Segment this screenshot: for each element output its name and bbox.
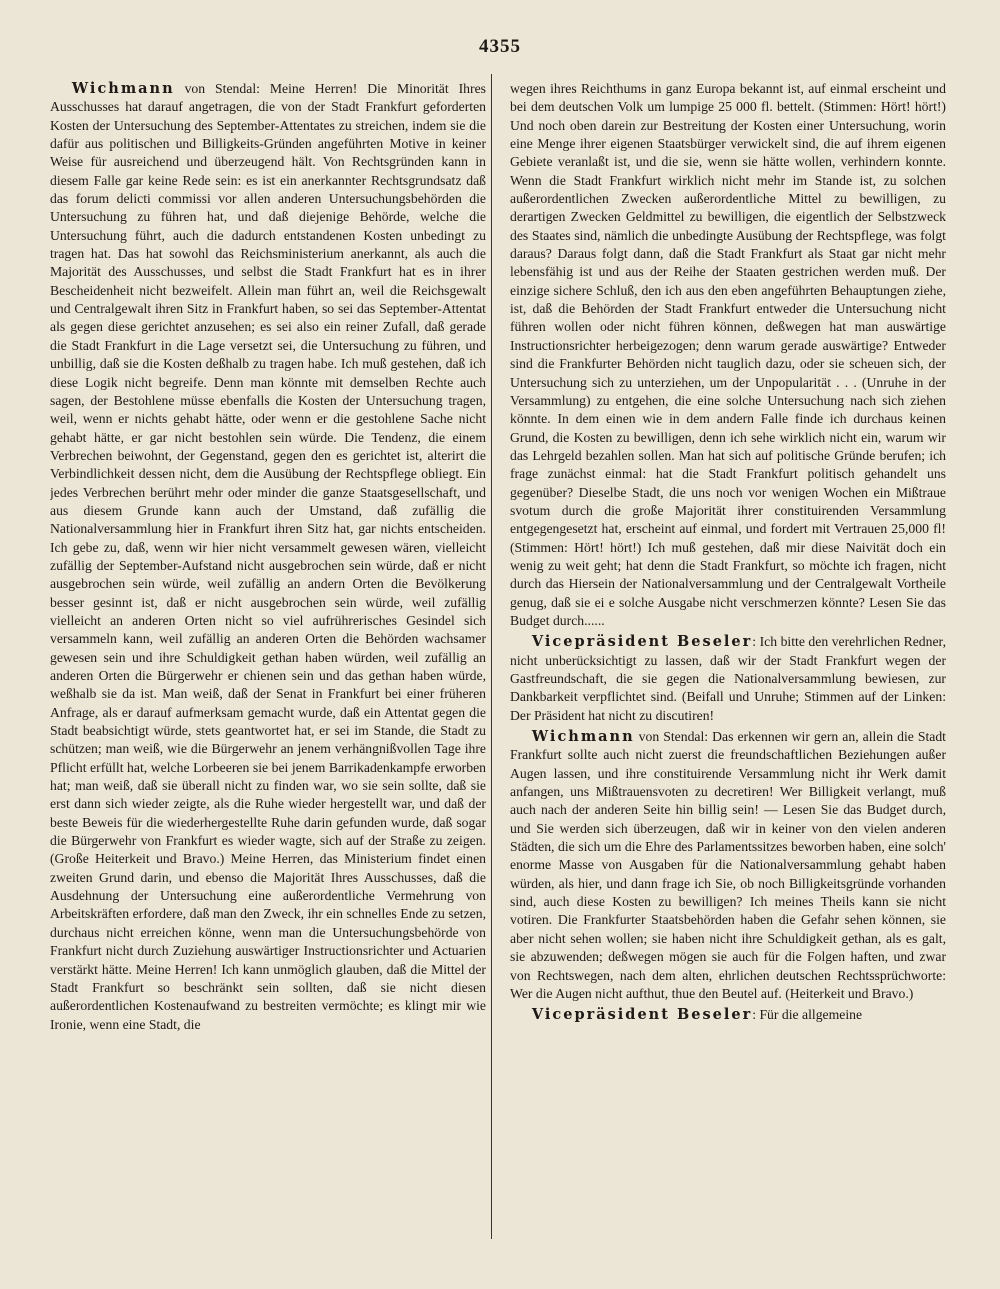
speaker-name: Wichmann — [71, 80, 175, 97]
right-column — [510, 80, 946, 1240]
column-divider — [491, 74, 492, 1239]
speaker-name: Vicepräsident Beseler — [531, 1006, 753, 1024]
left-column — [50, 80, 486, 1240]
speaker-name: Wichmann — [531, 728, 635, 746]
speech-paragraph — [50, 80, 486, 1034]
speech-text: von Stendal: Meine Herren! Die Minorität Ihres Ausschusses hat darauf angetragen, die von der Stadt Frankfurt geforderten Kosten der Untersuchung des September-Attentates zu streichen, indem sie die dafür aus politischen und Billigkeits-Gründen angeführten Motive in keiner Weise für ausreichend und überzeugend hält. Von Rechtsgründen kann in diesem Falle gar keine Rede sein: es ist ein anerkannter Rechtsgrundsatz daß das forum delicti commissi vor allen anderen Untersuchungsbehörden die Untersuchung zu führen hat, und daß diejenige Behörde, welche die Untersuchung führt, auch die dadurch entstandenen Kosten unbedingt zu tragen hat. Das hat sowohl das Reichsministerium anerkannt, als auch die Majorität des Ausschusses, und selbst die Stadt Frankfurt hat es in ihrer Bescheidenheit nicht bezweifelt. Allein man führt an, weil die Reichsgewalt und Centralgewalt ihren Sitz in Frankfurt haben, so sei das September-Attentat als gegen diese gerichtet anzusehen; es sei also ein reiner Zufall, daß gerade die Stadt Frankfurt in die Lage versetzt sei, die Untersuchung zu führen, und unbillig, daß sie die Kosten deßhalb zu tragen habe. Ich muß gestehen, daß ich diese Logik nicht begreife. Denn man könnte mit demselben Rechte auch sagen, der Bestohlene müsse ebenfalls die Kosten der Untersuchung tragen, weil, wenn er nichts gehabt hätte, oder wenn er die gestohlene Sache nicht gehabt hätte, er gar nicht bestohlen sein würde. Die Tendenz, die einem Verbrechen beiwohnt, der Gegenstand, gegen den es gerichtet ist, alterirt die Verbindlichkeit dessen nicht, dem die Ausübung der Rechtspflege obliegt. Ein jedes Verbrechen berührt mehr oder minder die ganze Staatsgesellschaft, und aus diesem Grunde kann auch der Umstand, daß zufällig die Nationalversammlung hier in Frankfurt ihren Sitz hat, gar nichts entscheiden. Ich gebe zu, daß, wenn wir hier nicht versammelt gewesen wären, vielleicht zufällig der September-Aufstand nicht ausgebrochen sein würde, daß er nicht ausgebrochen sein würde, weil zufällig an andern Orten die Bevölkerung besser gesinnt ist, daß er nicht ausgebrochen sein würde, weil zufällig vielleicht an anderen Orten nicht so viel aufrührerisches Gesindel sich versammeln kann, weil zufällig an anderen Orten die Behörden wachsamer gewesen sein und ihre Schuldigkeit gethan haben würden, weil zufällig an anderen Orten die Bürgerwehr er chienen sein und das gethan haben würde, weßhalb sie da ist. Man weiß, daß der Senat in Frankfurt bei einer früheren Anfrage, als er darauf aufmerksam gemacht wurde, daß ein Attentat gegen die Stadt beabsichtigt würde, stets geantwortet hat, er sei im Stande, die Stadt zu schützen; man weiß, wie die Bürgerwehr an jenem verhängnißvollen Tage ihre Pflicht erfüllt hat, welche Lorbeeren sie bei jenem Barrikadenkampfe erworben hat; man weiß, daß sie überall nicht zu finden war, wo sie sein sollte, daß sie erst dann sich wieder zeigte, als die Ruhe wieder hergestellt war, und daß der beste Beweis für die wiederhergestellte Ruhe darin gefunden wurde, daß sogar die Bürgerwehr von Frankfurt es wieder wagte, sich auf der Straße zu zeigen. (Große Heiterkeit und Bravo.) Meine Herren, das Ministerium findet einen zweiten Grund darin, und ebenso die Majorität Ihres Ausschusses, daß die Ausdehnung der Untersuchung eine außerordentliche Vermehrung von Arbeitskräften erfordere, daß man den Zweck, ihr ein schnelles Ende zu setzen, durchaus nicht erreichen könne, wenn man die Untersuchungsbehörde von Frankfurt nicht durch Zuziehung auswärtiger Instructionsrichter und Actuarien verstärkt hätte. Meine Herren! Ich kann unmöglich glauben, daß die Mittel der Stadt Frankfurt so beschränkt sein sollten, daß sie nicht diesen außerordentlichen Kostenaufwand zu bestreiten vermöchte; es klingt mir wie Ironie, wenn eine Stadt, die — [50, 81, 486, 1032]
speech-paragraph — [510, 633, 946, 725]
page-number: 4355 — [479, 36, 521, 57]
speech-text: wegen ihres Reichthums in ganz Europa bekannt ist, auf einmal erscheint und bei dem deutschen Volk um lumpige 25 000 fl. bettelt. (Stimmen: Hört! hört!) Und noch oben darein zur Bestreitung der Kosten einer Untersuchung, worin eine Menge ihrer eigenen Staatsbürger verwickelt sind, die auf ihrem eigenen Gebiete veranlaßt ist, und die sie, wenn sie hätte wollen, verhindern konnte. Wenn die Stadt Frankfurt wirklich nicht mehr im Stande ist, zu solchen außerordentlichen Zwecken außerordentliche Mittel zu bewilligen, zu derartigen Zwecken Geldmittel zu bewilligen, die eigentlich der Selbstzweck des Staates sind, nämlich die unbedingte Ausübung der Rechtspflege, was folgt daraus? Daraus folgt dann, daß die Stadt Frankfurt als Staat gar nicht mehr lebensfähig ist und aus der Reihe der Staaten gestrichen werden muß. Der einzige sichere Schluß, den ich aus den eben angeführten Behauptungen ziehe, ist, daß die Behörden der Stadt Frankfurt entweder die Untersuchung nicht führen wollen oder nicht führen können, deßwegen hat man auswärtige Instructionsrichter herbeigezogen; denn warum gerade auswärtige? Entweder sind die Frankfurter Behörden nicht tauglich dazu, oder sie scheuen sich, der Untersuchung sich zu unterziehen, um der Unpopularität . . . (Unruhe in der Versammlung) zu entgehen, die eine solche Untersuchung nach sich ziehen könnte. In dem einen wie in dem andern Falle finde ich durchaus keinen Grund, die Kosten zu bewilligen, denn ich sehe wirklich nicht ein, warum wir das Lehrgeld bezahlen sollen. Man hat sich auf politische Gründe berufen; ich frage zunächst einmal: hat die Stadt Frankfurt politisch gehandelt uns gegenüber? Dieselbe Stadt, die uns noch vor wenigen Wochen ein Mißtraue svotum durch die große Majorität ihrer constituirenden Versammlung entgegengesetzt hat, erscheint auf einmal, und fordert mit Vertrauen 25,000 fl! (Stimmen: Hört! hört!) Ich muß gestehen, daß mir diese Naivität doch ein wenig zu weit geht; hat denn die Stadt Frankfurt, so möchte ich fragen, nicht durch das Hiersein der Nationalversammlung und der Centralgewalt Vortheile genug, daß sie ei e solche Ausgabe nicht verschmerzen könnte? Lesen Sie das Budget durch...... — [510, 81, 946, 628]
speech-text: von Stendal: Das erkennen wir gern an, allein die Stadt Frankfurt sollte auch nicht zuerst die freundschaftlichen Beziehungen außer Augen lassen, und ihre constituirende Versammlung nicht ihr Werk damit anfangen, uns Mißtrauensvoten zu decretiren! Wer Billigkeit verlangt, muß auch nach der anderen Seite hin billig sein! — Lesen Sie das Budget durch, und Sie werden sich überzeugen, daß wir in keiner von den vielen anderen Städten, die sich um die Ehre des Parlamentssitzes beworben haben, eine solch' enorme Masse von Ausgaben für die Nationalversammlung gehabt haben würden, als hier, und dann frage ich Sie, ob noch Billigkeitsgründe vorhanden sind, auch diese Kosten zu bewilligen? Ich meines Theils kann sie nicht votiren. Die Frankfurter Staatsbehörden haben die Gefahr sehen können, sie aber nicht sehen wollen; sie haben nicht ihre Schuldigkeit gethan, als es galt, sie abzuwenden; deßwegen mögen sie auch für die Folgen haften, und zwar von Rechtswegen, nach dem alten, ehrlichen deutschen Rechtssprüchworte: Wer die Augen nicht aufthut, thue den Beutel auf. (Heiterkeit und Bravo.) — [510, 729, 946, 1001]
speech-paragraph-continued — [510, 80, 946, 630]
speech-text: : Für die allgemeine — [752, 1007, 863, 1023]
speech-text: : Ich bitte den verehrlichen Redner, nicht unberücksichtigt zu lassen, daß wir der Stadt Frankfurt wegen der Gastfreundschaft, die sie gegen die Nationalversammlung bewiesen, zur Dankbarkeit verpflichtet sind. (Beifall und Unruhe; Stimmen auf der Linken: Der Präsident hat nicht zu discutiren! — [510, 634, 946, 723]
speech-paragraph — [510, 728, 946, 1003]
speaker-name: Vicepräsident Beseler — [531, 633, 753, 651]
speech-paragraph — [510, 1006, 946, 1024]
